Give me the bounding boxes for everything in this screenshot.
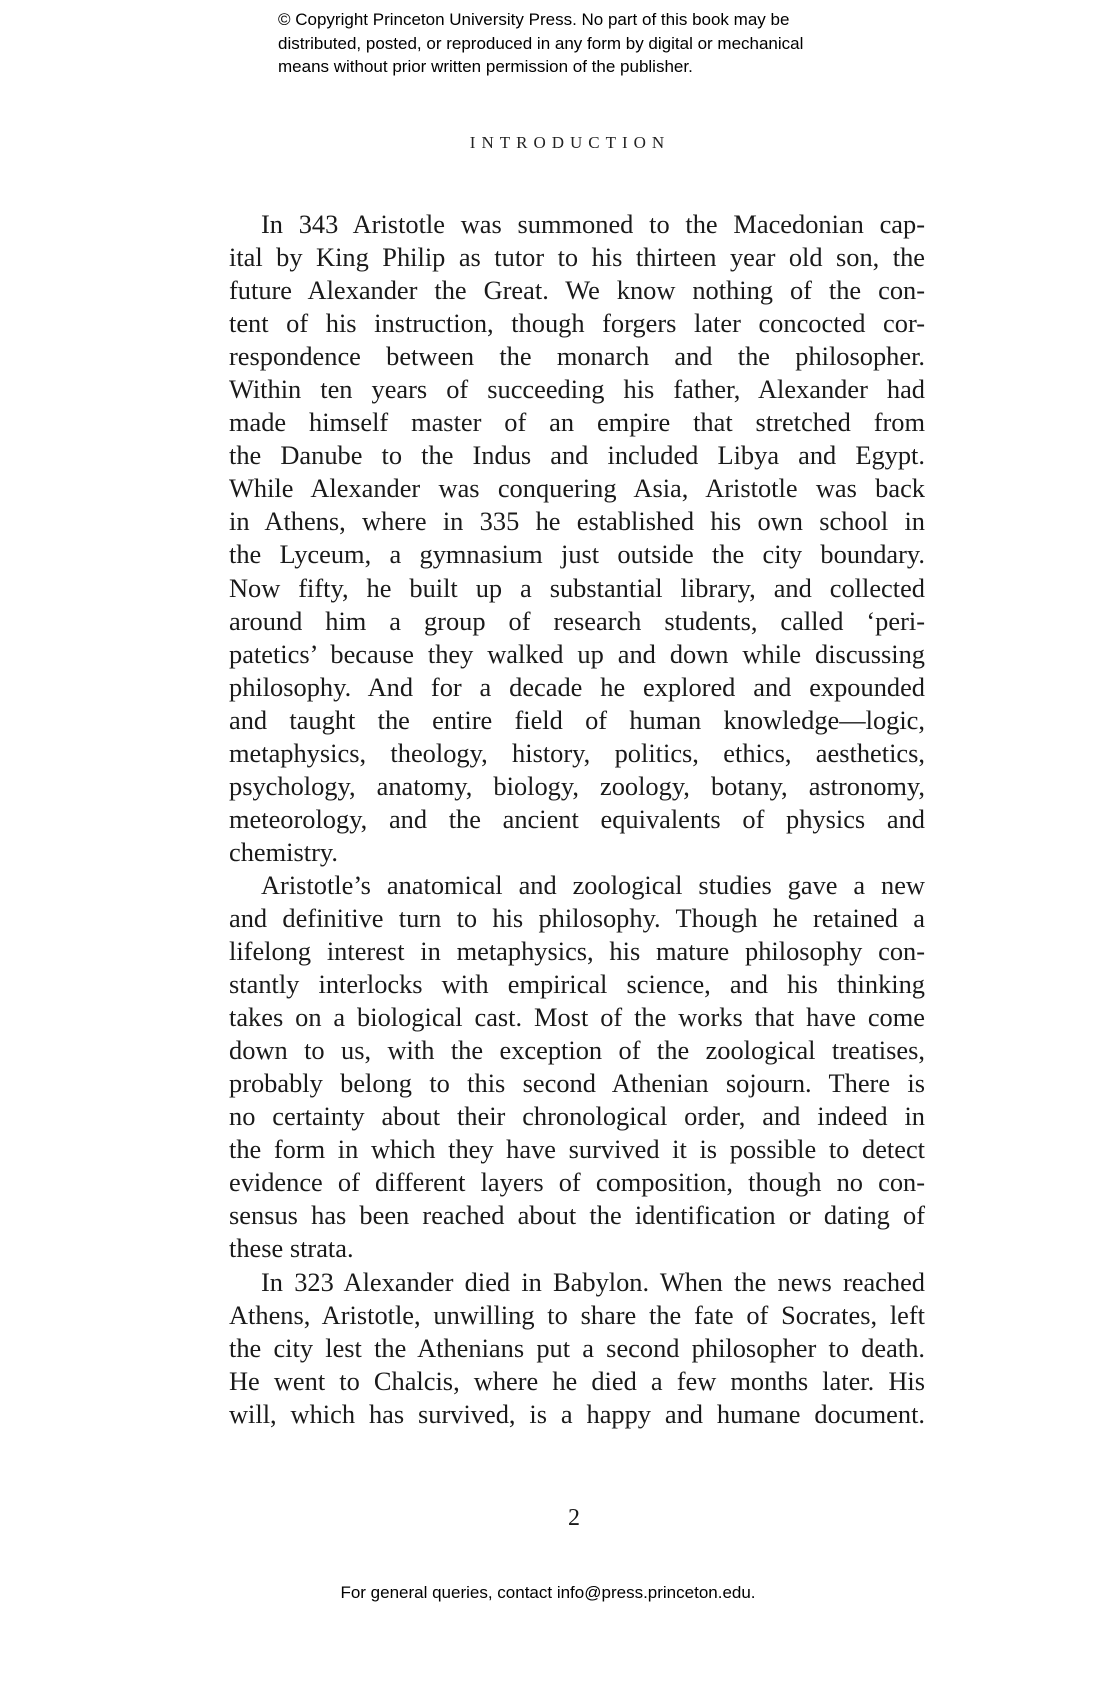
page-number: 2 [568,1505,580,1531]
body-text [229,208,925,1431]
text-line: the form in which they have survived it is possible to detect [229,1134,925,1165]
text-line: the city lest the Athenians put a second philosopher to death. [229,1332,925,1363]
text-line: He went to Chalcis, where he died a few months later. His [229,1365,925,1396]
text-line: future Alexander the Great. We know nothing of the con- [229,275,925,306]
paragraph-3 [229,1266,925,1431]
text-line: Now fifty, he built up a substantial library, and collected [229,572,925,603]
copyright-line: © Copyright Princeton University Press. No part of this book may be [278,10,790,29]
text-line: these strata. [229,1233,354,1264]
text-line: made himself master of an empire that stretched from [229,407,925,438]
copyright-line: distributed, posted, or reproduced in any form by digital or mechanical [278,33,804,53]
text-line: the Lyceum, a gymnasium just outside the city boundary. [229,539,925,570]
text-line: While Alexander was conquering Asia, Aristotle was back [229,473,925,504]
text-line: meteorology, and the ancient equivalents of physics and [229,803,925,834]
paragraph-2 [229,869,925,1266]
text-line: Athens, Aristotle, unwilling to share the fate of Socrates, left [229,1299,925,1330]
text-line: metaphysics, theology, history, politics, ethics, aesthetics, [229,737,925,768]
text-line: philosophy. And for a decade he explored and expounded [229,671,925,702]
text-line: evidence of different layers of composition, though no con- [229,1167,925,1198]
text-line: stantly interlocks with empirical science, and his thinking [229,969,925,1000]
text-line: psychology, anatomy, biology, zoology, botany, astronomy, [229,770,925,801]
text-line: chemistry. [229,836,338,867]
text-line: respondence between the monarch and the philosopher. [229,341,925,372]
text-line: In 323 Alexander died in Babylon. When the news reached [261,1266,925,1297]
text-line: will, which has survived, is a happy and humane document. [229,1398,925,1429]
text-line: tent of his instruction, though forgers later concocted cor- [229,308,925,339]
text-line: around him a group of research students, called ‘peri- [229,605,925,636]
text-line: and taught the entire field of human knowledge—logic, [229,704,925,735]
text-line: in Athens, where in 335 he established his own school in [229,506,925,537]
text-line: no certainty about their chronological order, and indeed in [229,1101,925,1132]
copyright-line: means without prior written permission of the publisher. [278,57,693,76]
copyright-notice [278,8,918,79]
text-line: the Danube to the Indus and included Libya and Egypt. [229,440,925,471]
text-line: down to us, with the exception of the zoological treatises, [229,1035,925,1066]
text-line: ital by King Philip as tutor to his thirteen year old son, the [229,242,925,273]
text-line: Aristotle’s anatomical and zoological studies gave a new [261,869,925,900]
text-line: In 343 Aristotle was summoned to the Macedonian cap- [261,209,925,239]
text-line: probably belong to this second Athenian sojourn. There is [229,1068,925,1099]
text-line: takes on a biological cast. Most of the works that have come [229,1002,925,1033]
footer-contact: For general queries, contact info@press.princeton.edu. [340,1583,756,1602]
text-line: patetics’ because they walked up and down while discussing [229,638,925,669]
running-head: INTRODUCTION [469,133,671,152]
text-line: Within ten years of succeeding his father, Alexander had [229,374,925,405]
text-line: lifelong interest in metaphysics, his mature philosophy con- [229,936,925,967]
text-line: and definitive turn to his philosophy. Though he retained a [229,902,925,933]
paragraph-1 [229,208,925,869]
text-line: sensus has been reached about the identification or dating of [229,1200,925,1231]
